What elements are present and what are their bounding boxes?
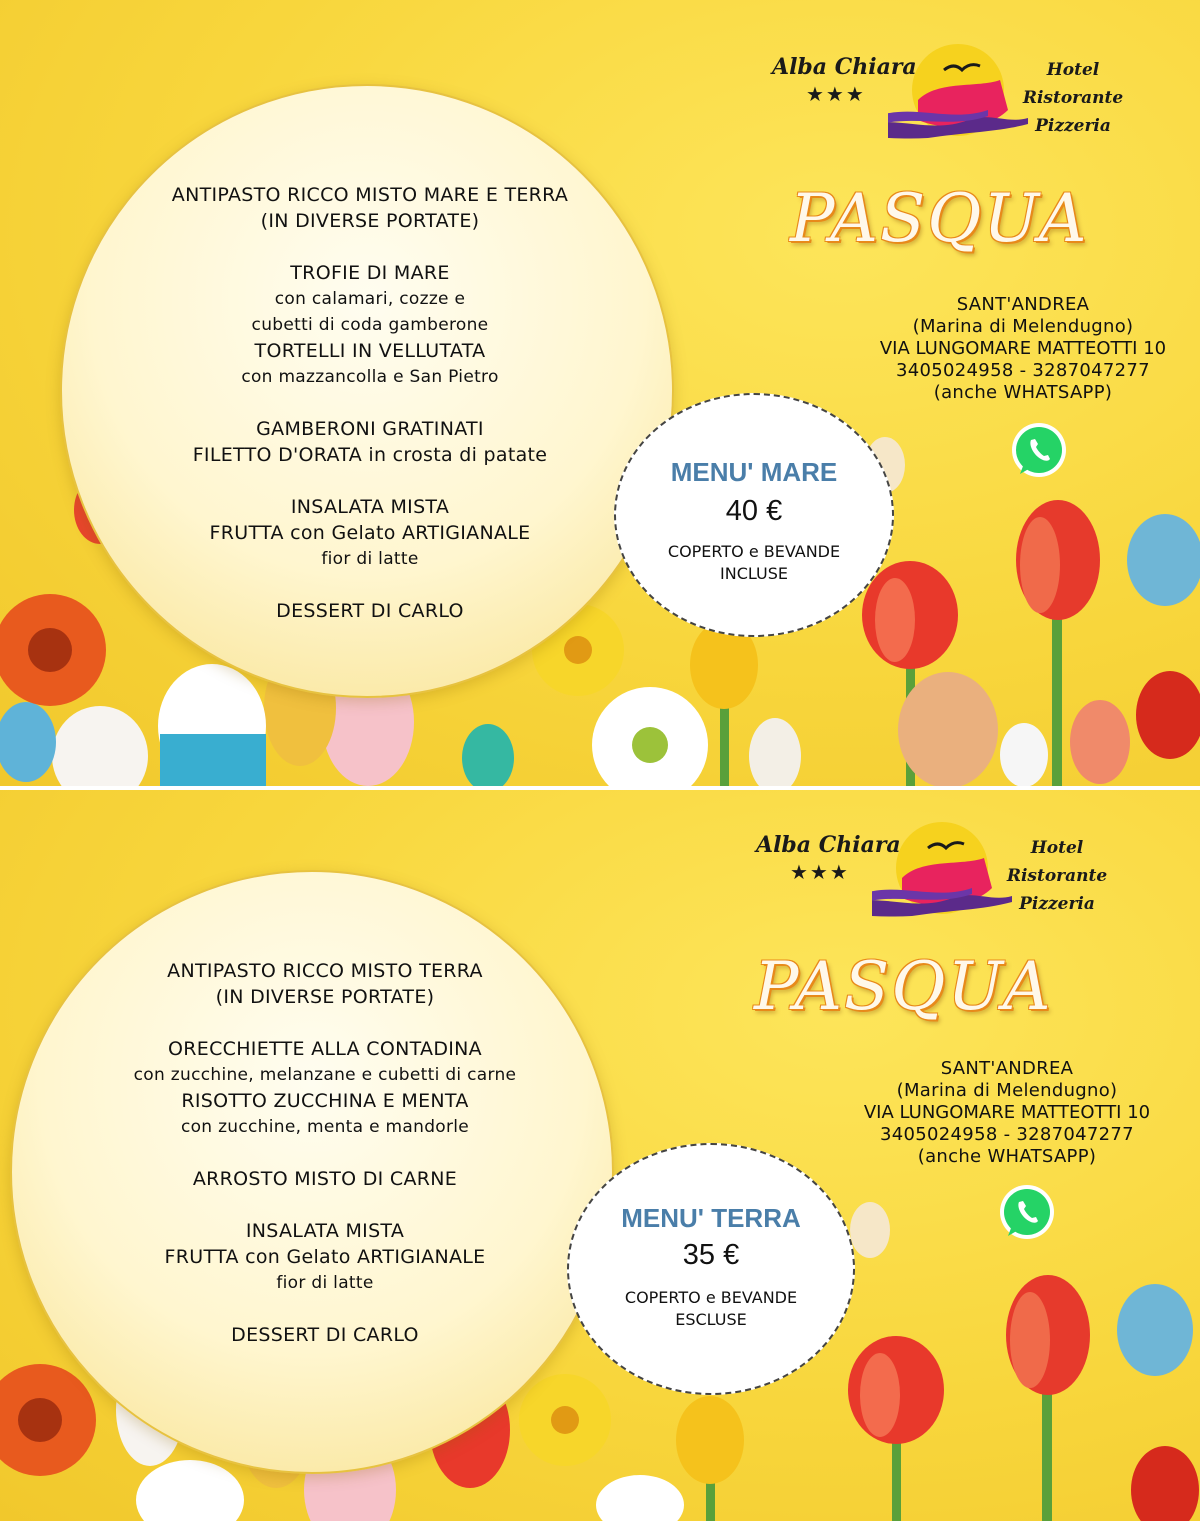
menu-line: con zucchine, menta e mandorle [180,1117,470,1137]
menu-line: ARROSTO MISTO DI CARNE [192,1168,458,1190]
phone-numbers: 3405024958 - 3287047277 [880,1124,1134,1145]
price-bubble [567,1143,855,1395]
price-note [569,1287,853,1331]
logo-side-line: Pizzeria [1035,116,1111,136]
yellow-daisy [519,1374,611,1466]
address-line: SANT'ANDREA [956,294,1090,315]
menu-line: con zucchine, melanzane e cubetti di carne [133,1065,517,1085]
menu-type-label: MENU' TERRA [621,1203,801,1233]
logo-side-text [1002,834,1112,918]
logo-side-line: Hotel [1030,838,1084,858]
tulip-center-right [848,1336,944,1521]
menu-line: fior di latte [321,549,419,569]
menu-line: GAMBERONI GRATINATI [256,418,484,440]
menu-line: ORECCHIETTE ALLA CONTADINA [168,1038,482,1060]
tulip-yellow [676,1396,744,1521]
logo-side-line: Ristorante [1022,88,1124,108]
hotel-logo [752,818,1112,928]
flyer-menu-terra [0,790,1200,1521]
menu-price: 35 € [682,1239,740,1271]
phone-numbers: 3405024958 - 3287047277 [896,360,1150,381]
teal-egg [462,724,514,786]
menu-line: ANTIPASTO RICCO MISTO MARE E TERRA [171,184,569,206]
price-note [616,541,892,585]
price-note-line: INCLUSE [720,564,788,583]
whatsapp-icon[interactable] [996,1182,1058,1244]
logo-side-line: Pizzeria [1019,894,1095,914]
whatsapp-icon[interactable] [1008,420,1070,482]
menu-line: con mazzancolla e San Pietro [241,367,499,387]
blue-egg [1127,514,1200,606]
daisy [596,1475,684,1521]
hotel-logo [768,40,1128,150]
menu-line: fior di latte [276,1273,374,1293]
dotted-egg [1000,723,1048,786]
white-egg [136,1460,244,1521]
menu-line: (IN DIVERSE PORTATE) [215,986,435,1008]
address-line: (Marina di Melendugno) [912,316,1134,337]
logo-stars: ★★★ [806,82,866,106]
menu-line: FRUTTA con Gelato ARTIGIANALE [209,522,531,544]
logo-side-line: Ristorante [1006,866,1108,886]
menu-line: FRUTTA con Gelato ARTIGIANALE [164,1246,486,1268]
blue-egg [1117,1284,1193,1376]
menu-line: INSALATA MISTA [245,1220,405,1242]
white-egg [52,706,148,786]
price-note-line: ESCLUSE [675,1310,747,1329]
tulip-right [1006,1275,1090,1521]
menu-line: FILETTO D'ORATA in crosta di patate [192,444,548,466]
orange-gerbera [0,1364,96,1476]
price-note-line: COPERTO e BEVANDE [624,1288,798,1307]
speckled-egg [749,718,801,786]
address-line: SANT'ANDREA [940,1058,1074,1079]
address-line: (anche WHATSAPP) [917,1146,1097,1167]
address-line: (Marina di Melendugno) [896,1080,1118,1101]
address-line: (anche WHATSAPP) [933,382,1113,403]
menu-line: RISOTTO ZUCCHINA E MENTA [181,1090,469,1112]
address-block [850,294,1196,404]
price-bubble [614,393,894,637]
menu-line: con calamari, cozze e [274,289,466,309]
menu-line: TROFIE DI MARE [290,262,450,284]
menu-line: DESSERT DI CARLO [231,1324,419,1346]
logo-name: Alba Chiara [772,54,917,80]
orange-egg [1070,700,1130,784]
menu-line: cubetti di coda gamberone [251,315,489,335]
menu-line: ANTIPASTO RICCO MISTO TERRA [167,960,483,982]
menu-type-label: MENU' MARE [670,457,838,487]
small-egg [850,1202,890,1258]
red-egg [1131,1446,1199,1521]
address-line: VIA LUNGOMARE MATTEOTTI 10 [863,1102,1151,1123]
address-block [834,1058,1180,1168]
page-title: PASQUA [754,948,1053,1025]
menu-line: (IN DIVERSE PORTATE) [260,210,480,232]
logo-side-line: Hotel [1046,60,1100,80]
logo-stars: ★★★ [790,860,850,884]
menu-line: INSALATA MISTA [290,496,450,518]
price-note-line: COPERTO e BEVANDE [667,542,841,561]
logo-name: Alba Chiara [756,832,901,858]
menu-items [60,182,680,624]
menu-line: TORTELLI IN VELLUTATA [254,340,486,362]
light-blue-egg [0,702,56,782]
pink-egg [898,672,998,786]
page-title: PASQUA [790,180,1089,257]
menu-line: DESSERT DI CARLO [276,600,464,622]
red-egg [1136,671,1200,759]
address-line: VIA LUNGOMARE MATTEOTTI 10 [879,338,1167,359]
menu-price: 40 € [725,495,783,527]
daisy [592,687,708,786]
logo-side-text [1018,56,1128,140]
menu-items [10,958,640,1348]
